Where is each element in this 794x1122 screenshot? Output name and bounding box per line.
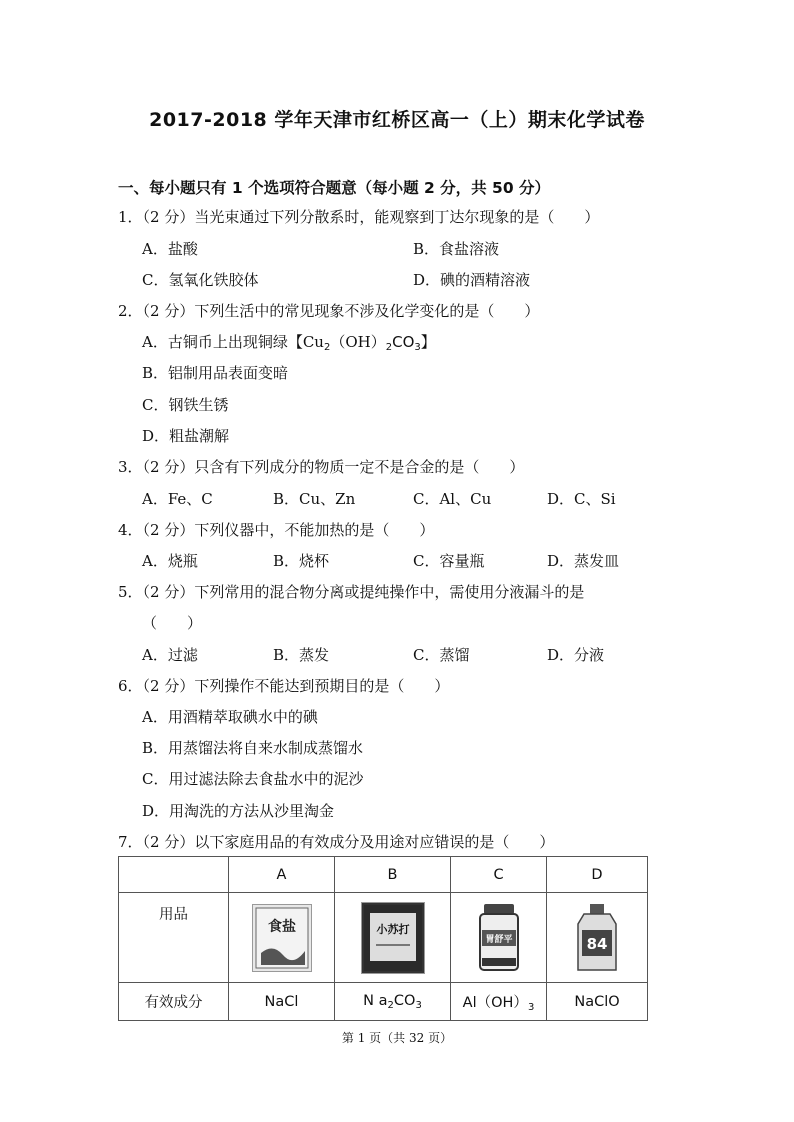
ingredient-c (451, 983, 547, 1021)
q2-option-a-text: A．古铜币上出现铜绿【Cu (142, 333, 324, 351)
disinfectant-bottle-icon (574, 902, 620, 974)
baking-soda-package-image (361, 902, 425, 974)
row-label-ingredients: 有效成分 (119, 983, 229, 1021)
q2-option-c: C．钢铁生锈 (142, 396, 229, 414)
subscript: 3 (415, 999, 422, 1011)
q3-option-b: B．Cu、Zn (273, 490, 356, 508)
product-d-cell (547, 893, 648, 983)
q4-option-a: A．烧瓶 (142, 552, 198, 570)
q3-option-d: D．C、Si (547, 490, 616, 508)
page-footer: 第 1 页（共 32 页） (341, 1031, 453, 1045)
q2-option-a (142, 331, 436, 353)
section-heading: 一、每小题只有 1 个选项符合题意（每小题 2 分，共 50 分） (118, 179, 551, 197)
q6-option-c: C．用过滤法除去食盐水中的泥沙 (142, 770, 364, 788)
ingredient-b-text: N a (363, 992, 388, 1009)
subscript: 3 (414, 342, 421, 353)
q3-option-a: A．Fe、C (142, 490, 213, 508)
subscript: 2 (385, 342, 393, 353)
antacid-bottle-label: 胃舒平 (484, 934, 513, 945)
q5-option-a: A．过滤 (142, 646, 198, 664)
q6-option-d: D．用淘洗的方法从沙里淘金 (142, 802, 335, 820)
table-header-row (119, 857, 648, 893)
table-row-ingredients (119, 983, 648, 1021)
q6-option-a: A．用酒精萃取碘水中的碘 (142, 708, 318, 726)
product-b-cell (335, 893, 451, 983)
table-header-c: C (451, 857, 547, 893)
ingredient-a: NaCl (229, 983, 335, 1021)
antacid-bottle-icon (476, 902, 522, 974)
q5-option-d: D．分液 (547, 646, 605, 664)
question-4: 4．（2 分）下列仪器中，不能加热的是（ ） (118, 521, 435, 539)
ingredient-b-co: CO (393, 992, 416, 1009)
q4-option-d: D．蒸发皿 (547, 552, 620, 570)
q6-option-b: B．用蒸馏法将自来水制成蒸馏水 (142, 739, 364, 757)
table-header-b: B (335, 857, 451, 893)
q2-option-a-co: CO (392, 333, 415, 351)
disinfectant-bottle-image (574, 902, 620, 974)
q1-option-d: D．碘的酒精溶液 (413, 271, 531, 289)
ingredient-b (335, 983, 451, 1021)
table-cell-empty (119, 857, 229, 893)
q3-option-c: C．Al、Cu (413, 490, 492, 508)
q5-option-b: B．蒸发 (273, 646, 330, 664)
ingredient-c-text: Al（OH） (462, 994, 528, 1011)
table-header-d: D (547, 857, 648, 893)
salt-package-image (252, 904, 312, 972)
row-label-products: 用品 (119, 893, 229, 983)
table-row-products (119, 893, 648, 983)
q2-option-b: B．铝制用品表面变暗 (142, 364, 289, 382)
table-header-a: A (229, 857, 335, 893)
ingredient-d: NaClO (547, 983, 648, 1021)
question-2: 2．（2 分）下列生活中的常见现象不涉及化学变化的是（ ） (118, 302, 540, 320)
product-c-cell (451, 893, 547, 983)
subscript: 3 (527, 1001, 535, 1013)
baking-soda-package-icon (362, 903, 424, 973)
product-a-cell (229, 893, 335, 983)
q1-option-a: A．盐酸 (142, 240, 198, 258)
question-7: 7．（2 分）以下家庭用品的有效成分及用途对应错误的是（ ） (118, 833, 555, 851)
question-3: 3．（2 分）只含有下列成分的物质一定不是合金的是（ ） (118, 458, 525, 476)
question-5-paren: （ ） (142, 614, 203, 632)
subscript: 2 (323, 342, 331, 353)
disinfectant-bottle-label: 84 (586, 934, 608, 953)
products-table (118, 856, 648, 1021)
baking-soda-package-label: 小苏打 (376, 922, 409, 936)
question-1: 1．（2 分）当光束通过下列分散系时，能观察到丁达尔现象的是（ ） (118, 208, 600, 226)
q2-option-a-end: 】 (420, 333, 436, 351)
question-5: 5．（2 分）下列常用的混合物分离或提纯操作中，需使用分液漏斗的是 (118, 583, 585, 601)
salt-package-icon (253, 905, 311, 971)
salt-package-label: 食盐 (267, 918, 296, 935)
q5-option-c: C．蒸馏 (413, 646, 470, 664)
subscript: 2 (387, 999, 394, 1011)
q1-option-c: C．氢氧化铁胶体 (142, 271, 259, 289)
q2-option-d: D．粗盐潮解 (142, 427, 230, 445)
q1-option-b: B．食盐溶液 (413, 240, 500, 258)
q4-option-b: B．烧杯 (273, 552, 330, 570)
q4-option-c: C．容量瓶 (413, 552, 485, 570)
antacid-bottle-image (476, 902, 522, 974)
question-6: 6．（2 分）下列操作不能达到预期目的是（ ） (118, 677, 450, 695)
page-title: 2017-2018 学年天津市红桥区高一（上）期末化学试卷 (149, 109, 645, 131)
q2-option-a-oh: （OH） (330, 333, 386, 351)
